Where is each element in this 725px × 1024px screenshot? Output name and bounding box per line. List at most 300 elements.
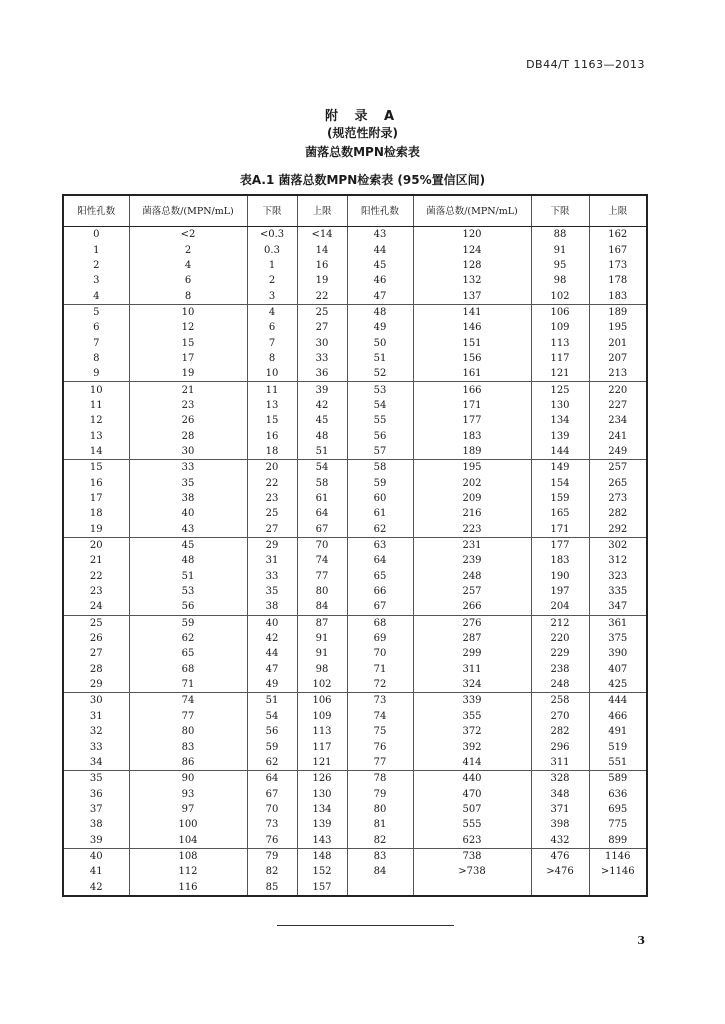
table-cell: 466 [589,709,647,724]
table-cell: 29 [63,677,129,693]
table-row [63,832,647,848]
table-cell: 25 [63,615,129,631]
table-cell: 189 [589,304,647,320]
table-cell: 74 [129,693,247,709]
table-cell: 17 [63,491,129,506]
table-cell: 58 [347,460,413,476]
table-cell: 73 [247,817,297,832]
table-cell: 102 [297,677,347,693]
table-cell: 71 [347,662,413,677]
table-cell: 29 [247,537,297,553]
table-cell: 2 [63,258,129,273]
table-row [63,413,647,428]
table-cell: 148 [297,848,347,864]
table-cell: 14 [297,242,347,257]
table-cell: 15 [129,335,247,350]
table-cell: 80 [297,584,347,599]
table-row [63,817,647,832]
table-cell: 44 [347,242,413,257]
table-cell: 238 [531,662,589,677]
table-cell: 157 [297,879,347,895]
table-cell: 54 [297,460,347,476]
table-cell: 61 [297,491,347,506]
table-cell: 74 [347,709,413,724]
table-cell: 48 [129,553,247,568]
table-cell: 3 [63,273,129,288]
table-cell: 64 [347,553,413,568]
table-cell: 33 [247,569,297,584]
page-number: 3 [637,934,645,947]
table-cell: 108 [129,848,247,864]
table-cell: 13 [63,428,129,443]
table-cell: 476 [531,848,589,864]
table-cell: 120 [413,227,531,243]
table-cell: 130 [531,398,589,413]
table-cell: 183 [531,553,589,568]
table-cell: 216 [413,506,531,521]
table-cell: 636 [589,786,647,801]
table-cell [589,879,647,895]
table-cell: 162 [589,227,647,243]
table-cell: 18 [63,506,129,521]
table-cell: 39 [297,382,347,398]
table-cell: 32 [63,724,129,739]
table-cell: 4 [129,258,247,273]
table-cell: 177 [413,413,531,428]
table-cell: 52 [347,366,413,382]
table-row [63,599,647,615]
table-cell: 159 [531,491,589,506]
table-cell: 25 [297,304,347,320]
table-cell: 141 [413,304,531,320]
table-cell: 90 [129,771,247,787]
table-cell: 144 [531,444,589,460]
table-cell: 372 [413,724,531,739]
table-cell: 88 [531,227,589,243]
mpn-table [62,194,648,897]
table-cell: 87 [297,615,347,631]
table-cell: 202 [413,476,531,491]
table-cell: 33 [129,460,247,476]
table-cell: 49 [347,320,413,335]
table-cell: 299 [413,646,531,661]
table-cell: 139 [531,428,589,443]
table-cell: 84 [297,599,347,615]
table-cell: 156 [413,351,531,366]
table-cell: 121 [297,755,347,771]
table-cell: 74 [297,553,347,568]
table-header-row [63,195,647,227]
table-cell: 126 [297,771,347,787]
table-cell: 17 [129,351,247,366]
table-cell: 31 [63,709,129,724]
table-cell: 134 [297,802,347,817]
table-cell: 50 [347,335,413,350]
table-cell: 95 [531,258,589,273]
table-cell: 68 [129,662,247,677]
table-cell: 68 [347,615,413,631]
table-cell: 6 [247,320,297,335]
table-cell: 42 [63,879,129,895]
table-row [63,273,647,288]
table-cell: 91 [297,646,347,661]
table-cell: 23 [63,584,129,599]
table-cell: 56 [247,724,297,739]
table-cell: 35 [247,584,297,599]
table-cell: 26 [129,413,247,428]
table-cell: 166 [413,382,531,398]
table-cell: 0 [63,227,129,243]
table-row [63,771,647,787]
table-cell: 302 [589,537,647,553]
table-cell: 64 [247,771,297,787]
table-cell: 775 [589,817,647,832]
table-cell: 67 [297,522,347,538]
table-cell: 470 [413,786,531,801]
table-cell: 59 [129,615,247,631]
table-cell: 171 [413,398,531,413]
table-row [63,646,647,661]
table-cell: 22 [247,476,297,491]
table-cell: 54 [347,398,413,413]
table-cell: 738 [413,848,531,864]
table-cell: 189 [413,444,531,460]
table-cell: 55 [347,413,413,428]
table-cell: 65 [347,569,413,584]
table-cell: 167 [589,242,647,257]
table-cell: 76 [247,832,297,848]
table-cell: 33 [63,739,129,754]
table-cell: 10 [247,366,297,382]
table-cell: 49 [247,677,297,693]
table-cell: 98 [531,273,589,288]
table-row [63,848,647,864]
table-cell: 45 [297,413,347,428]
table-cell: 12 [63,413,129,428]
table-cell: 25 [247,506,297,521]
table-cell: 62 [129,631,247,646]
table-cell: 146 [413,320,531,335]
table-cell: 2 [247,273,297,288]
table-cell: 258 [531,693,589,709]
table-cell: 61 [347,506,413,521]
table-row [63,258,647,273]
table-cell: 375 [589,631,647,646]
table-row [63,615,647,631]
table-cell: 47 [347,288,413,304]
table-cell: 45 [347,258,413,273]
table-cell: 8 [129,288,247,304]
table-cell: 324 [413,677,531,693]
table-row [63,802,647,817]
table-cell: 40 [247,615,297,631]
table-cell: 53 [347,382,413,398]
table-cell: 43 [347,227,413,243]
table-cell: 62 [247,755,297,771]
table-cell: 91 [297,631,347,646]
table-cell: 112 [129,864,247,879]
table-cell: 323 [589,569,647,584]
table-cell: 44 [247,646,297,661]
table-cell: 229 [531,646,589,661]
header-positive-holes: 阳性孔数 [63,195,129,227]
table-cell: 93 [129,786,247,801]
table-row [63,476,647,491]
table-row [63,320,647,335]
table-cell: 425 [589,677,647,693]
table-cell: 26 [63,631,129,646]
table-cell: 11 [247,382,297,398]
table-cell: 209 [413,491,531,506]
table-cell: 82 [247,864,297,879]
table-row [63,786,647,801]
table-cell: 125 [531,382,589,398]
table-cell: 70 [347,646,413,661]
table-cell: 296 [531,739,589,754]
table-row [63,288,647,304]
table-cell: 53 [129,584,247,599]
table-cell: 347 [589,599,647,615]
table-cell: 62 [347,522,413,538]
table-row [63,366,647,382]
table-cell: 190 [531,569,589,584]
table-cell: 239 [413,553,531,568]
document-number: DB44/T 1163—2013 [526,58,645,71]
table-cell: 48 [297,428,347,443]
table-cell: 220 [531,631,589,646]
table-cell: 231 [413,537,531,553]
table-cell: 82 [347,832,413,848]
table-cell: 67 [347,599,413,615]
table-cell: 64 [297,506,347,521]
table-cell: 7 [247,335,297,350]
table-cell: 58 [297,476,347,491]
table-cell: 15 [63,460,129,476]
header-positive-holes: 阳性孔数 [347,195,413,227]
table-cell: 227 [589,398,647,413]
table-cell: 1 [63,242,129,257]
table-cell: 6 [129,273,247,288]
table-cell: 38 [129,491,247,506]
table-row [63,382,647,398]
table-cell: 84 [347,864,413,879]
table-cell: 51 [347,351,413,366]
table-cell: 97 [129,802,247,817]
table-cell: 86 [129,755,247,771]
table-cell: 623 [413,832,531,848]
table-cell: 128 [413,258,531,273]
table-cell: 56 [347,428,413,443]
table-row [63,428,647,443]
table-cell: 51 [297,444,347,460]
table-cell: 16 [63,476,129,491]
table-cell: 67 [247,786,297,801]
table-cell: 77 [129,709,247,724]
table-cell: 27 [297,320,347,335]
table-cell: 37 [63,802,129,817]
table-cell: 45 [129,537,247,553]
table-cell: 51 [129,569,247,584]
table-cell: 46 [347,273,413,288]
table-row [63,584,647,599]
table-row [63,537,647,553]
table-cell: >1146 [589,864,647,879]
table-cell: 81 [347,817,413,832]
header-lower-limit: 下限 [247,195,297,227]
table-cell: 4 [247,304,297,320]
table-cell: 104 [129,832,247,848]
table-cell: >738 [413,864,531,879]
appendix-title: 附 录 A [324,109,401,124]
table-cell: 18 [247,444,297,460]
table-cell: 42 [247,631,297,646]
table-cell: 23 [247,491,297,506]
table-row [63,724,647,739]
table-cell: 130 [297,786,347,801]
table-cell: 1146 [589,848,647,864]
table-cell: 11 [63,398,129,413]
table-cell: 132 [413,273,531,288]
footer-divider [277,925,454,926]
table-cell: 121 [531,366,589,382]
table-cell: 40 [129,506,247,521]
table-cell: 116 [129,879,247,895]
table-cell: 328 [531,771,589,787]
table-cell: 165 [531,506,589,521]
table-cell: 899 [589,832,647,848]
table-cell: 257 [589,460,647,476]
table-cell: 83 [347,848,413,864]
table-cell: 36 [63,786,129,801]
table-cell: 248 [531,677,589,693]
table-cell: 113 [531,335,589,350]
table-cell: 152 [297,864,347,879]
table-cell: 35 [63,771,129,787]
table-cell: 27 [247,522,297,538]
table-cell: 19 [63,522,129,538]
table-cell: 15 [247,413,297,428]
table-cell: 234 [589,413,647,428]
table-cell: 282 [589,506,647,521]
table-row [63,351,647,366]
table-cell: 56 [129,599,247,615]
table-cell: 392 [413,739,531,754]
table-cell: 273 [589,491,647,506]
table-cell: 0.3 [247,242,297,257]
table-cell: 287 [413,631,531,646]
table-cell: 7 [63,335,129,350]
table-cell: 60 [347,491,413,506]
table-row [63,444,647,460]
table-cell: 106 [297,693,347,709]
table-cell: 21 [129,382,247,398]
table-cell: <14 [297,227,347,243]
header-upper-limit: 上限 [589,195,647,227]
table-cell: 30 [297,335,347,350]
table-row [63,491,647,506]
table-row [63,506,647,521]
table-cell: 117 [531,351,589,366]
table-cell: 20 [63,537,129,553]
table-cell: 695 [589,802,647,817]
table-cell: 16 [247,428,297,443]
table-row [63,569,647,584]
table-cell: 79 [347,786,413,801]
table-cell: 80 [129,724,247,739]
table-cell: 59 [347,476,413,491]
table-row [63,460,647,476]
table-cell: 106 [531,304,589,320]
table-cell: 70 [247,802,297,817]
table-cell: 22 [63,569,129,584]
table-cell: 71 [129,677,247,693]
header-lower-limit: 下限 [531,195,589,227]
table-cell: 257 [413,584,531,599]
table-cell: 30 [129,444,247,460]
table-row [63,522,647,538]
table-cell: 432 [531,832,589,848]
table-cell: 223 [413,522,531,538]
table-cell: 14 [63,444,129,460]
table-cell: 177 [531,537,589,553]
table-row [63,693,647,709]
table-cell: 22 [297,288,347,304]
table-cell: 201 [589,335,647,350]
table-cell: 195 [413,460,531,476]
table-cell: 220 [589,382,647,398]
table-cell: 35 [129,476,247,491]
table-cell: 173 [589,258,647,273]
table-row [63,709,647,724]
table-cell: 171 [531,522,589,538]
table-cell: 34 [63,755,129,771]
table-row [63,662,647,677]
table-cell: 48 [347,304,413,320]
table-cell: 76 [347,739,413,754]
table-cell: 183 [589,288,647,304]
table-cell: 444 [589,693,647,709]
table-cell: 43 [129,522,247,538]
table-cell: 10 [63,382,129,398]
table-cell: 13 [247,398,297,413]
table-cell: 77 [347,755,413,771]
table-cell: 54 [247,709,297,724]
table-cell: <2 [129,227,247,243]
table-row [63,739,647,754]
table-cell: 113 [297,724,347,739]
table-cell: 117 [297,739,347,754]
table-cell: 1 [247,258,297,273]
table-body [63,227,647,896]
table-cell: 589 [589,771,647,787]
appendix-type: (规范性附录) [327,126,398,140]
table-cell: 3 [247,288,297,304]
table-cell: 414 [413,755,531,771]
table-cell: 109 [531,320,589,335]
table-row [63,864,647,879]
table-cell: 70 [297,537,347,553]
table-cell: >476 [531,864,589,879]
table-cell: 72 [347,677,413,693]
table-cell: 38 [247,599,297,615]
table-cell: <0.3 [247,227,297,243]
table-cell: 134 [531,413,589,428]
table-cell: 213 [589,366,647,382]
table-cell: 195 [589,320,647,335]
table-cell: 28 [63,662,129,677]
table-cell: 4 [63,288,129,304]
table-cell: 36 [297,366,347,382]
